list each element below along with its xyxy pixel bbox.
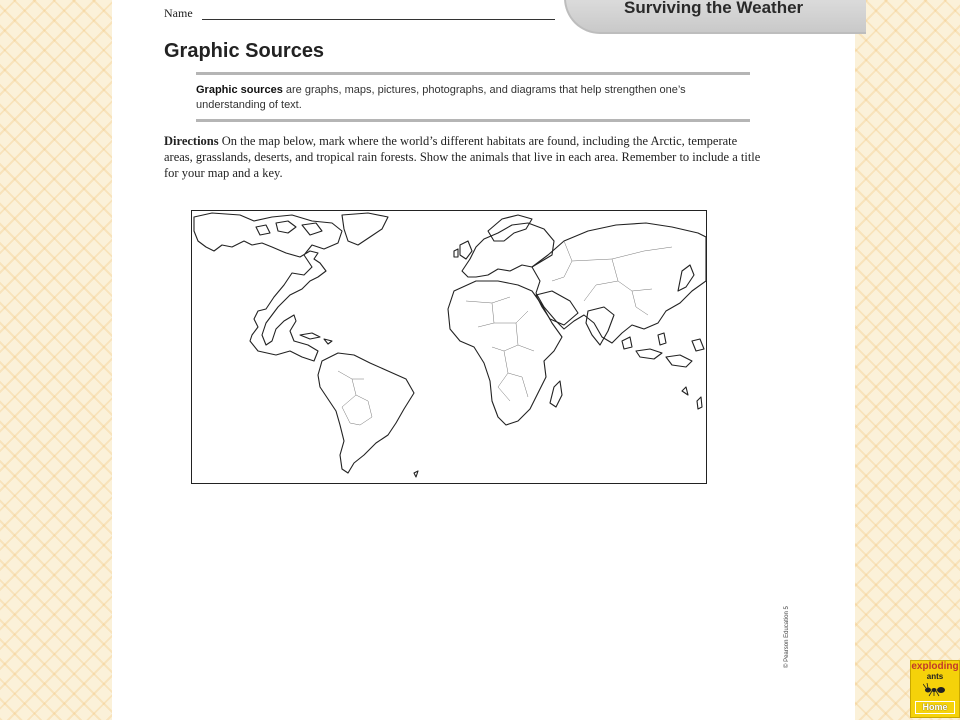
world-map[interactable] [191,210,707,484]
page-title: Graphic Sources [164,40,325,62]
name-write-line [202,19,555,20]
directions-text: On the map below, mark where the world’s different habitats are found, including the Arctic, temperate areas, grasslands, deserts, and tropical rain forests. Show the animals that live in each area. Remember to include a title for your map and a key. [164,134,761,180]
arabia-outline [536,291,578,325]
north-america-outline [194,213,342,361]
exploding-ants-logo[interactable] [910,660,960,718]
caribbean-outline [300,333,332,344]
greenland-outline [342,213,388,245]
directions [164,133,764,181]
home-button[interactable]: Home [915,701,955,714]
divider-bottom [196,119,750,122]
africa-outline [448,281,562,425]
logo-text-line2: ants [926,672,944,681]
unit-title-tab [564,0,866,34]
southeast-asia-islands-outline [622,333,704,367]
scandinavia-outline [488,215,532,241]
world-map-outline-icon [192,211,706,483]
japan-outline [678,265,694,291]
british-isles-outline [454,241,472,259]
copyright-note: © Pearson Education 5 [784,606,790,668]
india-outline [586,307,614,345]
name-label: Name [164,6,193,20]
asia-borders [552,241,672,315]
definition-box [196,83,746,113]
africa-borders [466,297,534,401]
small-islands-outline [414,387,702,477]
ant-icon [923,683,947,697]
arctic-islands-outline [256,221,322,235]
definition-term: Graphic sources [196,84,283,96]
definition-text: are graphs, maps, pictures, photographs, and diagrams that help strengthen one’s understanding of text. [196,84,686,111]
south-america-borders [338,371,372,425]
europe-outline [462,223,554,277]
unit-title: Surviving the Weather [624,0,804,17]
logo-text-line1: exploding [911,661,959,672]
worksheet-page [112,0,855,720]
south-america-outline [318,353,414,473]
madagascar-outline [550,381,562,407]
divider-top [196,72,750,75]
directions-label: Directions [164,134,219,148]
